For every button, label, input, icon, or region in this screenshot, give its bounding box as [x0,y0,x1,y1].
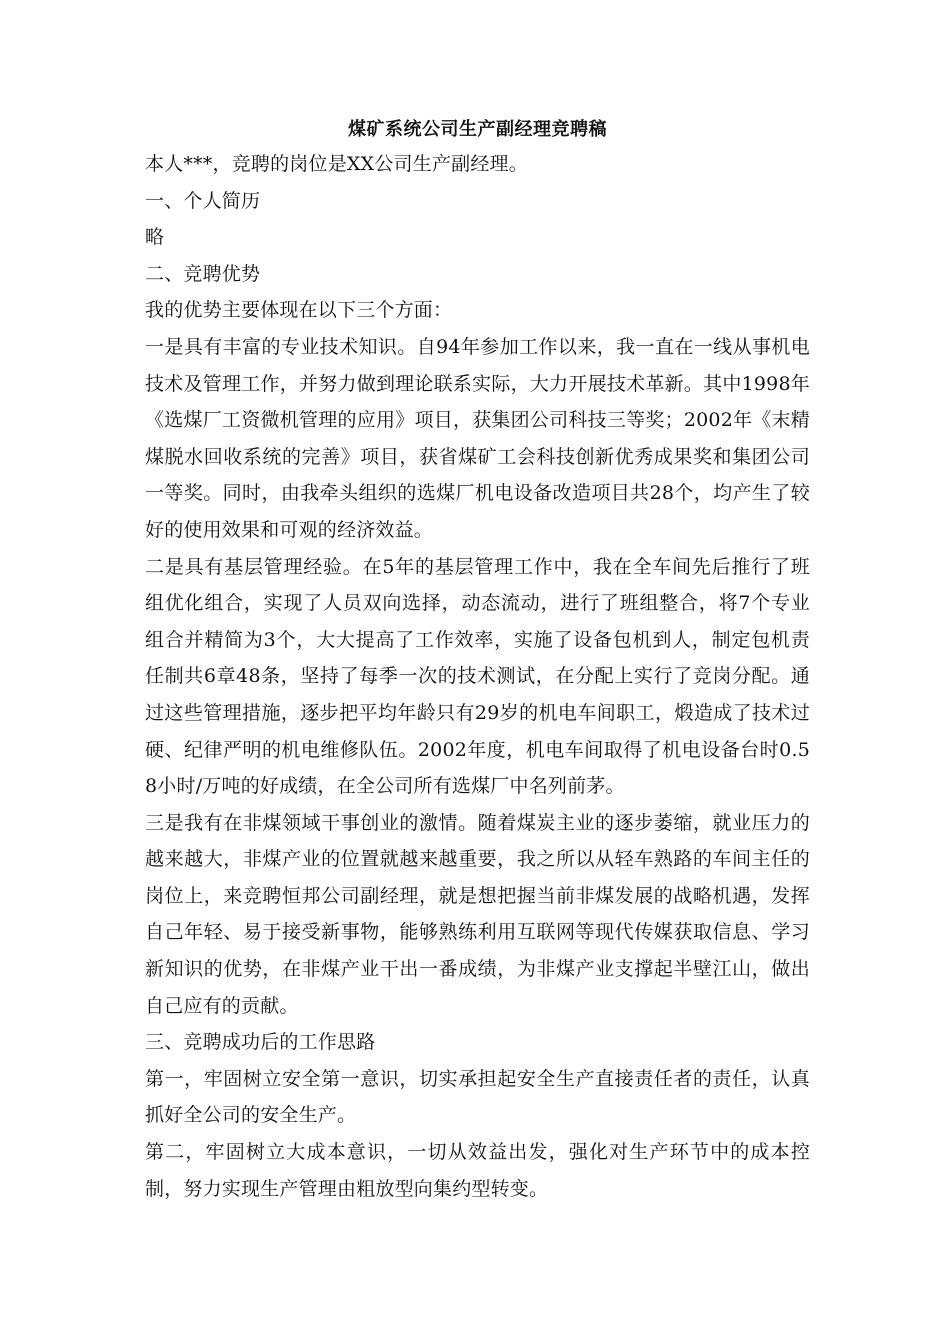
advantage-one-paragraph: 一是具有丰富的专业技术知识。自94年参加工作以来，我一直在一线从事机电技术及管理工作，并努力做到理论联系实际，大力开展技术革新。其中1998年《选煤厂工资微机管理的应用》项目，获集团公司科技三等奖；2002年《末精煤脱水回收系统的完善》项目，获省煤矿工会科技创新优秀成果奖和集团公司一等奖。同时，由我牵头组织的选煤厂机电设备改造项目共28个，均产生了较好的使用效果和可观的经济效益。 [145,335,810,541]
document-body [145,114,810,1207]
advantage-three-paragraph: 三是我有在非煤领域干事创业的激情。随着煤炭主业的逐步萎缩，就业压力的越来越大，非煤产业的位置就越来越重要，我之所以从轻车熟路的车间主任的岗位上，来竞聘恒邦公司副经理，就是想把握当前非煤发展的战略机遇，发挥自己年轻、易于接受新事物，能够熟练利用互联网等现代传媒获取信息、学习新知识的优势，在非煤产业干出一番成绩，为非煤产业支撑起半壁江山，做出自己应有的贡献。 [145,811,810,1017]
document-title: 煤矿系统公司生产副经理竞聘稿 [348,119,607,140]
work-plan-first-paragraph: 第一，牢固树立安全第一意识，切实承担起安全生产直接责任者的责任，认真抓好全公司的安全生产。 [145,1067,810,1127]
work-plan-second-paragraph: 第二，牢固树立大成本意识，一切从效益出发，强化对生产环节中的成本控制，努力实现生产管理由粗放型向集约型转变。 [145,1141,810,1200]
resume-paragraph: 略 [145,226,165,249]
section-heading-work-plan: 三、竞聘成功后的工作思路 [145,1031,376,1054]
intro-paragraph: 本人***，竞聘的岗位是XX公司生产副经理。 [145,153,528,175]
advantage-two-paragraph: 二是具有基层管理经验。在5年的基层管理工作中，我在全车间先后推行了班组优化组合，实现了人员双向选择，动态流动，进行了班组整合，将7个专业组合并精简为3个，大大提高了工作效率，实施了设备包机到人，制定包机责任制共6章48条，坚持了每季一次的技术测试，在分配上实行了竞岗分配。通过这些管理措施，逐步把平均年龄只有29岁的机电车间职工，煅造成了技术过硬、纪律严明的机电维修队伍。2002年度，机电车间取得了机电设备台时0.58小时/万吨的好成绩，在全公司所有选煤厂中名列前茅。 [145,555,810,798]
advantages-intro-paragraph: 我的优势主要体现在以下三个方面： [145,299,453,322]
section-heading-resume: 一、个人简历 [145,189,261,212]
section-heading-advantages: 二、竞聘优势 [145,262,261,285]
